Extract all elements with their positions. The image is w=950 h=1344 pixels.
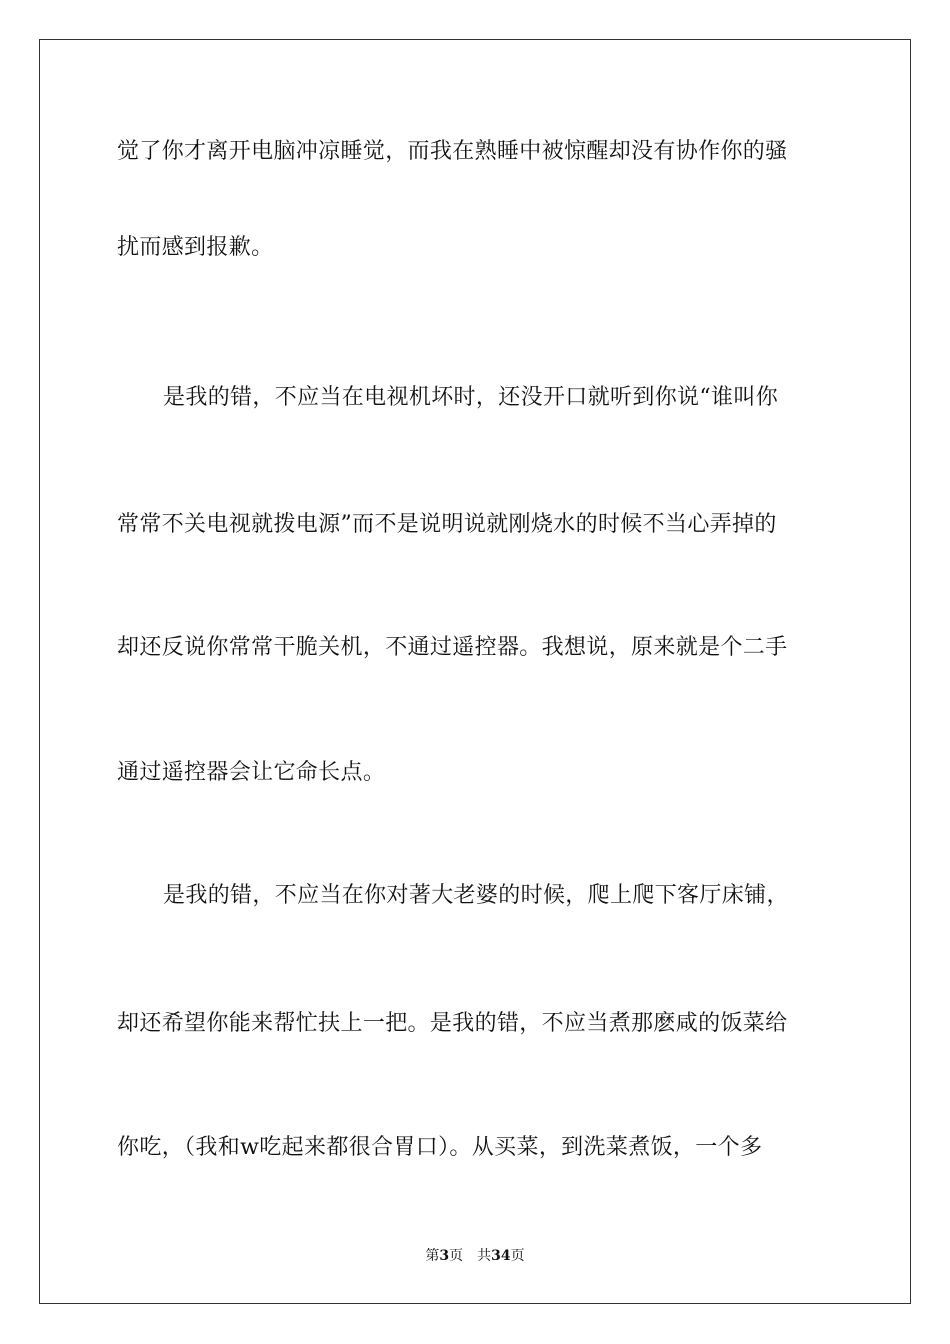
page-footer (0, 1246, 950, 1266)
body-line-4: 常常不关电视就拨电源”而不是说明说就刚烧水的时候不当心弄掉的 (117, 512, 777, 537)
page-border (39, 39, 911, 1304)
page-suffix: 页 (449, 1248, 464, 1264)
page-prefix: 第 (425, 1248, 440, 1264)
total-prefix: 共 (477, 1248, 492, 1264)
body-line-6: 通过遥控器会让它命长点。 (117, 760, 386, 785)
body-line-9: 你吃，（我和w吃起来都很合胃口）。从买菜，到洗菜煮饭，一个多 (117, 1135, 763, 1160)
body-line-2: 扰而感到报歉。 (117, 235, 274, 260)
total-pages: 34 (491, 1248, 511, 1264)
page-number: 3 (439, 1248, 450, 1264)
body-line-7: 是我的错，不应当在你对著大老婆的时候，爬上爬下客厅床铺， (163, 883, 789, 908)
body-line-1: 觉了你才离开电脑冲凉睡觉，而我在熟睡中被惊醒却没有协作你的骚 (117, 139, 788, 164)
body-line-3: 是我的错，不应当在电视机坏时，还没开口就听到你说“谁叫你 (163, 385, 779, 410)
body-line-5: 却还反说你常常干脆关机，不通过遥控器。我想说，原来就是个二手 (117, 635, 788, 660)
body-line-8: 却还希望你能来帮忙扶上一把。是我的错，不应当煮那麽咸的饭菜给 (117, 1011, 788, 1036)
total-suffix: 页 (510, 1248, 525, 1264)
